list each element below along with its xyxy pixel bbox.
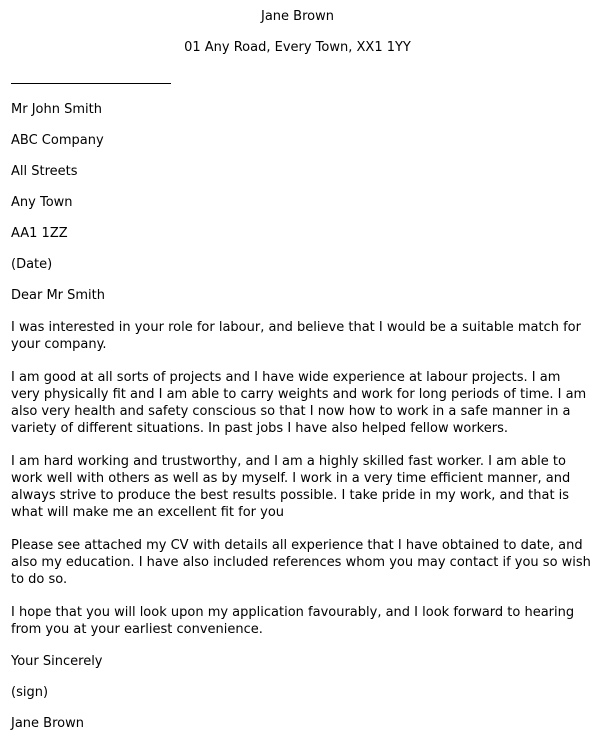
recipient-name: Mr John Smith: [11, 102, 102, 117]
recipient-town: Any Town: [11, 195, 73, 210]
signature-line-divider: [11, 83, 171, 84]
letter-date: (Date): [11, 257, 53, 272]
paragraph-closing: I hope that you will look upon my application favourably, and I look forward to hearing from you at your earliest convenience.: [11, 605, 575, 637]
recipient-street: All Streets: [11, 164, 78, 179]
recipient-company: ABC Company: [11, 133, 104, 148]
salutation: Dear Mr Smith: [11, 288, 106, 303]
paragraph-experience: I am good at all sorts of projects and I have wide experience at labour projects. I am very physically fit and I am able to carry weights and work for long periods of time. I am also very health and safety conscious so that I now how to work in a safe manner in a variety of different situations. In past jobs I have also helped fellow workers.: [11, 370, 587, 436]
sender-name: Jane Brown: [261, 9, 334, 24]
signature: (sign): [11, 685, 49, 700]
closing: Your Sincerely: [11, 654, 103, 669]
paragraph-attachments: Please see attached my CV with details all experience that I have obtained to date, and also my education. I have also included references whom you may contact if you so wish to do so.: [11, 538, 591, 587]
sender-address: 01 Any Road, Every Town, XX1 1YY: [184, 40, 411, 55]
signer-name: Jane Brown: [11, 716, 84, 731]
paragraph-qualities: I am hard working and trustworthy, and I am a highly skilled fast worker. I am able to work well with others as well as by myself. I work in a very time efficient manner, and always strive to produce the best results possible. I take pride in my work, and that is what will make me an excellent fit for you: [11, 454, 571, 520]
recipient-postcode: AA1 1ZZ: [11, 226, 68, 241]
paragraph-intro: I was interested in your role for labour, and believe that I would be a suitable match for your company.: [11, 320, 581, 352]
